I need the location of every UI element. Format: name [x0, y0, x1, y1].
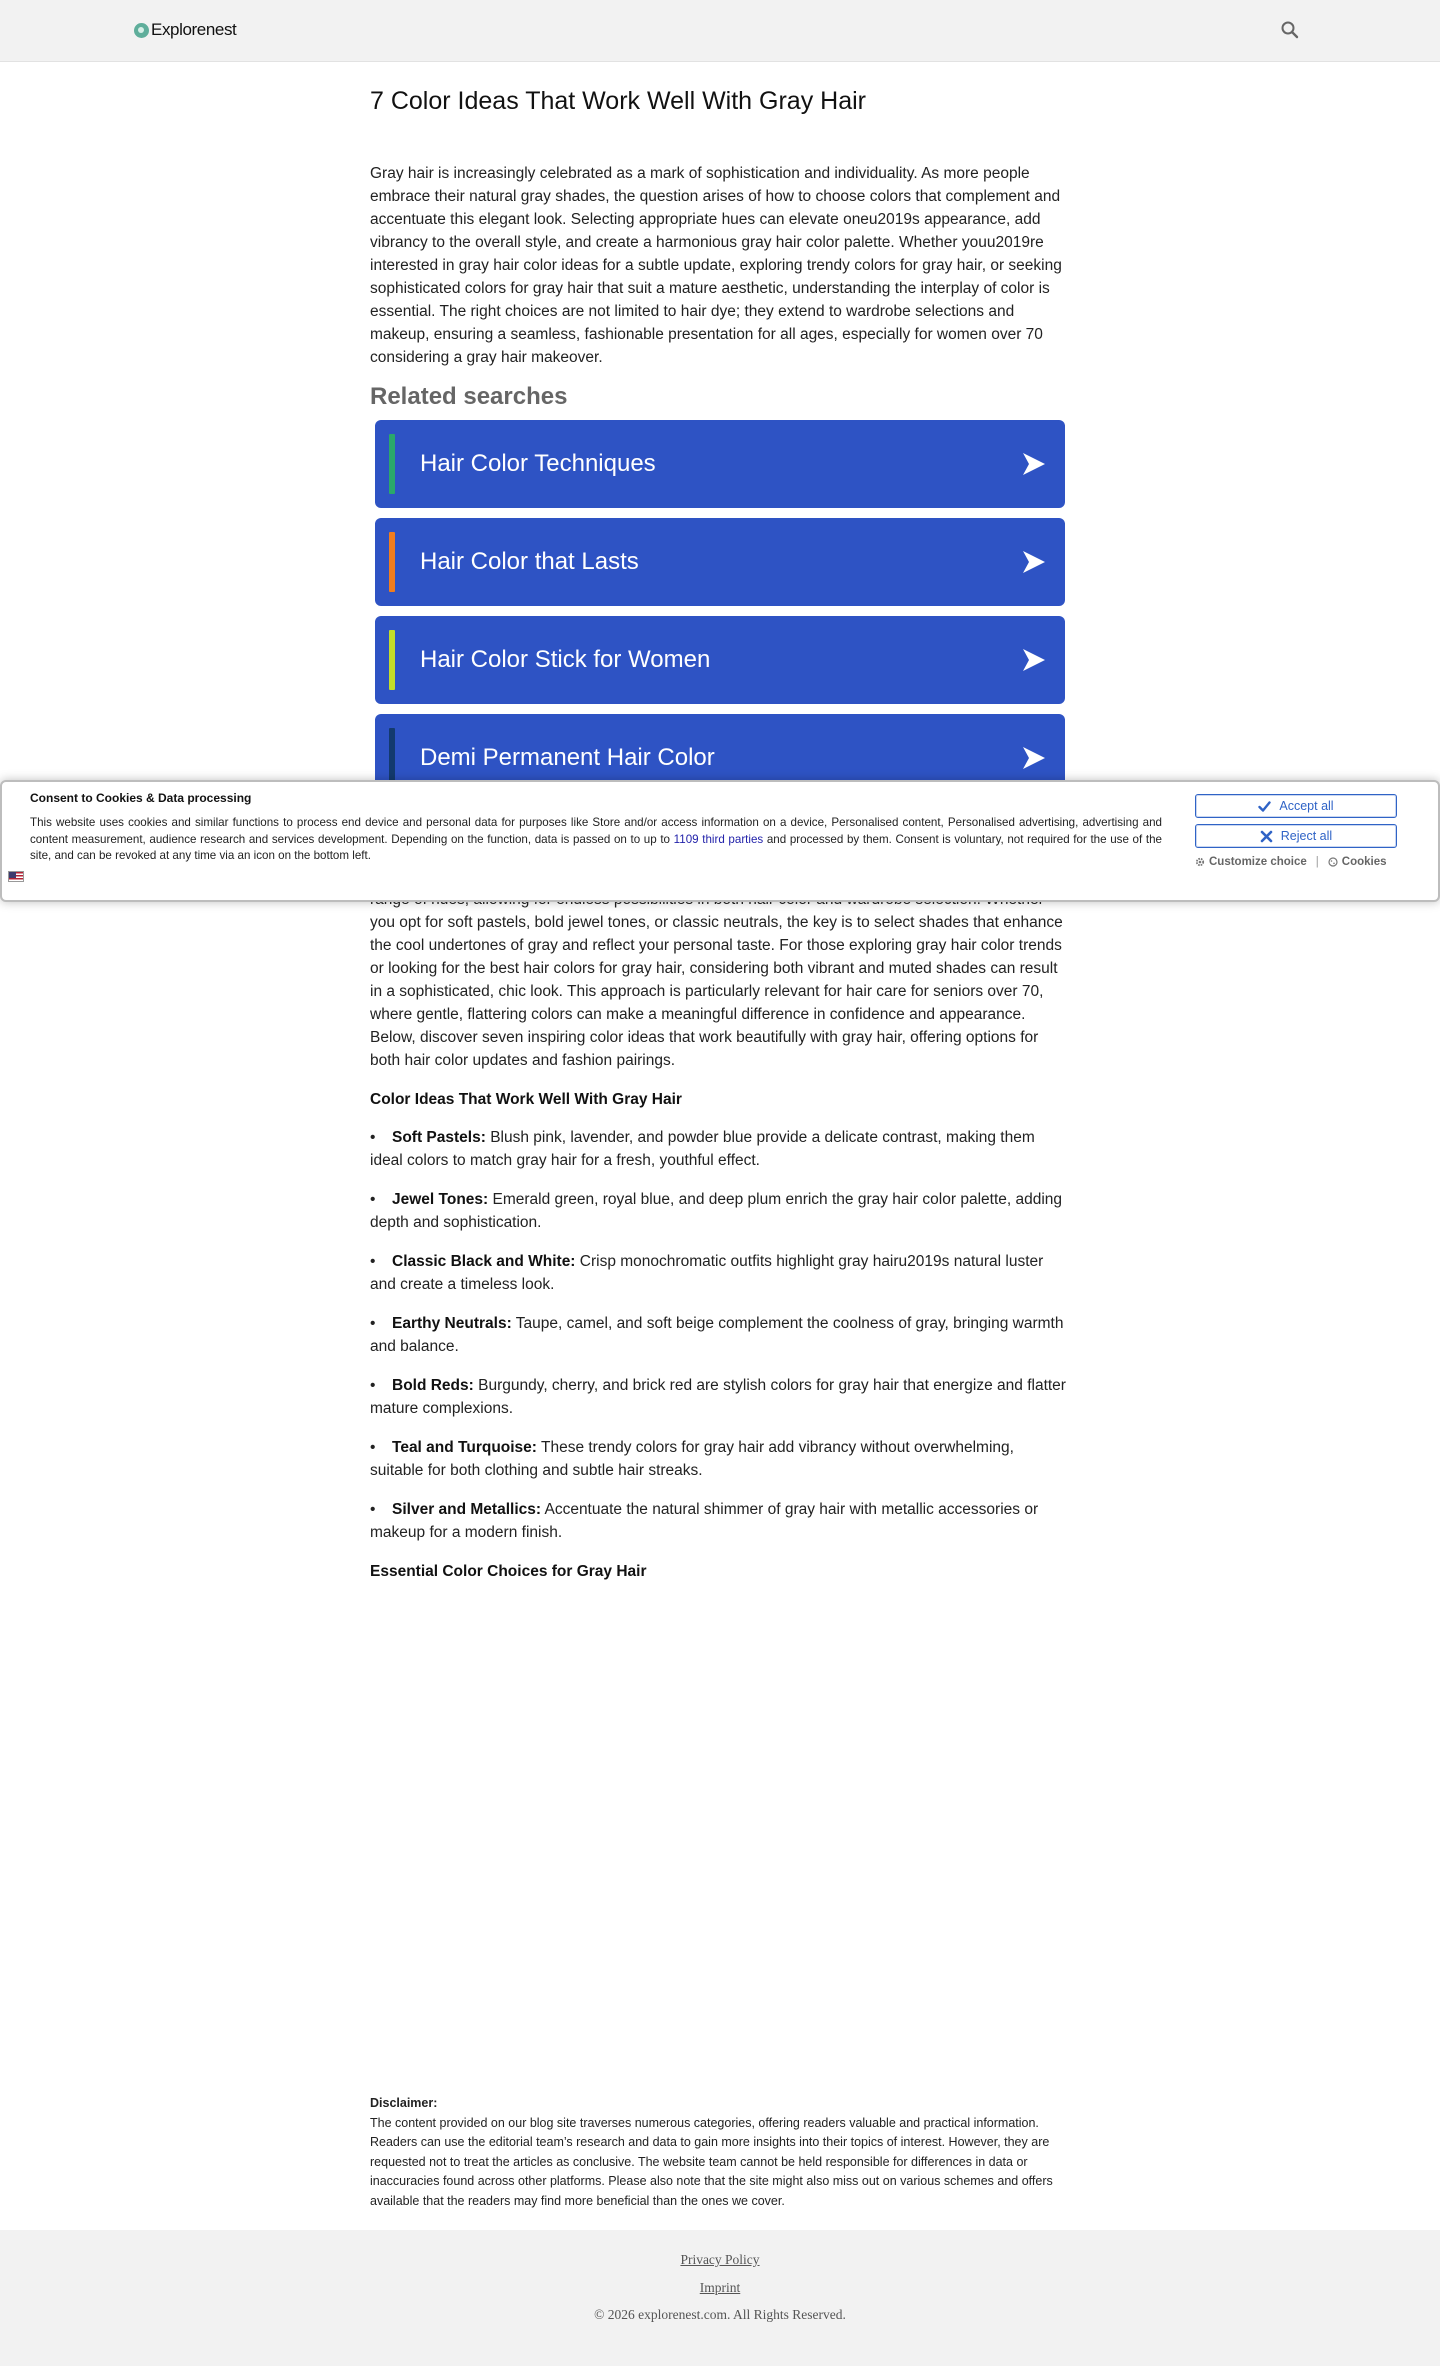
idea-text: Taupe, camel, and soft beige complement the coolness of gray, bringing warmth and balance. — [370, 1315, 1064, 1355]
related-search-label: Hair Color that Lasts — [420, 548, 639, 575]
list-item: • Earthy Neutrals: Taupe, camel, and soft beige complement the coolness of gray, bringing warmth and balance. — [370, 1315, 1064, 1355]
accept-all-button[interactable] — [1195, 794, 1397, 818]
arrow-right-icon — [1023, 645, 1045, 675]
cookies-link[interactable] — [1328, 856, 1387, 868]
idea-text: Emerald green, royal blue, and deep plum enrich the gray hair color palette, adding depth and sophistication. — [370, 1191, 1063, 1231]
related-search-label: Hair Color Techniques — [420, 450, 656, 477]
accept-all-label: Accept all — [1279, 799, 1334, 813]
disclaimer — [370, 2094, 1070, 2211]
article — [370, 62, 1070, 812]
site-logo[interactable] — [134, 19, 236, 41]
related-accent-bar — [389, 728, 395, 788]
gear-icon — [1195, 857, 1205, 867]
reject-all-button[interactable] — [1195, 824, 1397, 848]
site-header — [0, 0, 1440, 62]
idea-text: Crisp monochromatic outfits highlight gray hairu2019s natural luster and create a timeless look. — [370, 1253, 1044, 1293]
imprint-link[interactable]: Imprint — [699, 2280, 741, 2295]
logo-text: Explorenest — [151, 20, 237, 39]
list-item: • Bold Reds: Burgundy, cherry, and brick red are stylish colors for gray hair that energize and flatter mature complexions. — [370, 1377, 1066, 1417]
logo-icon — [134, 23, 149, 38]
related-search-item[interactable] — [375, 518, 1065, 606]
cookie-description — [30, 815, 1162, 865]
related-accent-bar — [389, 434, 395, 494]
list-item: • Classic Black and White: Crisp monochromatic outfits highlight gray hairu2019s natural luster and create a timeless look. — [370, 1253, 1044, 1293]
disclaimer-text: The content provided on our blog site traverses numerous categories, offering readers valuable and practical information. Readers can use the editorial team’s research and data to gain more insights into their topics of interest. However, they are requested not to treat the articles as conclusive. The website team cannot be held responsible for differences in data or inaccuracies found across other platforms. Please also note that the site might also miss out on various schemes and offers available that the readers may find more beneficial than the ones we cover. — [370, 2115, 1053, 2208]
idea-name: Soft Pastels: — [392, 1129, 486, 1146]
cookie-text-after: and processed by them. Consent is voluntary, not required for the use of the site, and can be revoked at any time via an icon on the bottom left. — [30, 832, 1162, 862]
arrow-right-icon — [1023, 743, 1045, 773]
language-flag-icon[interactable] — [8, 871, 24, 882]
list-item: • Teal and Turquoise: These trendy colors for gray hair add vibrancy without overwhelming, suitable for both clothing and subtle hair streaks. — [370, 1439, 1014, 1479]
idea-name: Earthy Neutrals: — [392, 1315, 512, 1332]
copyright: © 2026 explorenest.com. All Rights Reserved. — [594, 2307, 846, 2322]
list-item: • Jewel Tones: Emerald green, royal blue, and deep plum enrich the gray hair color palette, adding depth and sophistication. — [370, 1191, 1063, 1231]
idea-name: Bold Reds: — [392, 1377, 474, 1394]
related-search-item[interactable] — [375, 420, 1065, 508]
body-paragraph: you opt for soft pastels, bold jewel tones, or classic neutrals, the key is to select shades that enhance the cool undertones of gray and reflect your personal taste. For those exploring gray hair color trends or looking for the best hair colors for gray hair, considering both vibrant and muted shades can result in a sophisticated, chic look. This approach is particularly relevant for hair care for seniors over 70, where gentle, flattering colors can make a meaningful difference in confidence and appearance. Below, discover seven inspiring color ideas that work beautifully with gray hair, offering options for both hair color updates and fashion pairings. — [370, 914, 1063, 1069]
idea-text: Burgundy, cherry, and brick red are stylish colors for gray hair that energize and flatter mature complexions. — [370, 1377, 1066, 1417]
ideas-heading: Color Ideas That Work Well With Gray Hair — [370, 1091, 682, 1108]
privacy-policy-link[interactable]: Privacy Policy — [680, 2252, 760, 2267]
ideas-list — [370, 1126, 1070, 1544]
cookie-icon — [1328, 857, 1338, 867]
customize-choice-link[interactable] — [1195, 856, 1307, 868]
close-icon — [1260, 830, 1273, 843]
idea-name: Classic Black and White: — [392, 1253, 576, 1270]
related-searches-heading: Related searches — [370, 383, 568, 410]
check-icon — [1258, 800, 1271, 813]
customize-choice-label: Customize choice — [1209, 856, 1307, 868]
related-search-label: Demi Permanent Hair Color — [420, 744, 715, 771]
idea-text: Accentuate the natural shimmer of gray hair with metallic accessories or makeup for a modern finish. — [370, 1501, 1039, 1541]
arrow-right-icon — [1023, 449, 1045, 479]
related-search-item[interactable] — [375, 616, 1065, 704]
disclaimer-title: Disclaimer: — [370, 2096, 438, 2110]
related-search-label: Hair Color Stick for Women — [420, 646, 711, 673]
intro-paragraph: Gray hair is increasingly celebrated as a mark of sophistication and individuality. As more people embrace their natural gray shades, the question arises of how to choose colors that complement and accentuate this elegant look. Selecting appropriate hues can elevate oneu2019s appearance, add vibrancy to the overall style, and create a harmonious gray hair color palette. Whether youu2019re interested in gray hair color ideas for a subtle update, exploring trendy colors for gray hair, or seeking sophisticated colors for gray hair that suit a mature aesthetic, understanding the interplay of color is essential. The right choices are not limited to hair dye; they extend to wardrobe selections and makeup, ensuring a seamless, fashionable presentation for all ages, especially for women over 70 considering a gray hair makeover. — [370, 165, 1062, 366]
link-separator: | — [1315, 856, 1319, 868]
idea-name: Jewel Tones: — [392, 1191, 489, 1208]
essential-heading: Essential Color Choices for Gray Hair — [370, 1563, 647, 1580]
related-accent-bar — [389, 532, 395, 592]
reject-all-label: Reject all — [1280, 829, 1333, 843]
arrow-right-icon — [1023, 547, 1045, 577]
search-icon[interactable] — [1280, 20, 1300, 40]
page-title: 7 Color Ideas That Work Well With Gray Hair — [370, 87, 866, 115]
related-accent-bar — [389, 630, 395, 690]
idea-text: Blush pink, lavender, and powder blue provide a delicate contrast, making them ideal colors to match gray hair for a fresh, youthful effect. — [370, 1129, 1035, 1169]
idea-name: Teal and Turquoise: — [392, 1439, 537, 1456]
related-searches-list — [370, 420, 1070, 802]
third-parties-link[interactable]: 1109 third parties — [673, 832, 764, 846]
site-footer — [0, 2230, 1440, 2366]
list-item: • Soft Pastels: Blush pink, lavender, and powder blue provide a delicate contrast, making them ideal colors to match gray hair for a fresh, youthful effect. — [370, 1129, 1035, 1169]
cookie-secondary-links — [1195, 856, 1405, 868]
article-body — [370, 888, 1070, 1583]
cookies-label: Cookies — [1341, 856, 1387, 868]
idea-name: Silver and Metallics: — [392, 1501, 542, 1518]
cookie-title: Consent to Cookies & Data processing — [30, 791, 252, 805]
cookie-text-before: This website uses cookies and similar functions to process end device and personal data for purposes like Store and/or access information on a device, Personalised content, Personalised advertising, advertising and content measurement, audience research and services development. Depending on the function, data is passed on to up to — [30, 816, 1162, 846]
cookie-consent-banner — [0, 780, 1440, 902]
list-item: • Silver and Metallics: Accentuate the natural shimmer of gray hair with metallic accessories or makeup for a modern finish. — [370, 1501, 1039, 1541]
idea-text: These trendy colors for gray hair add vibrancy without overwhelming, suitable for both clothing and subtle hair streaks. — [370, 1439, 1014, 1479]
